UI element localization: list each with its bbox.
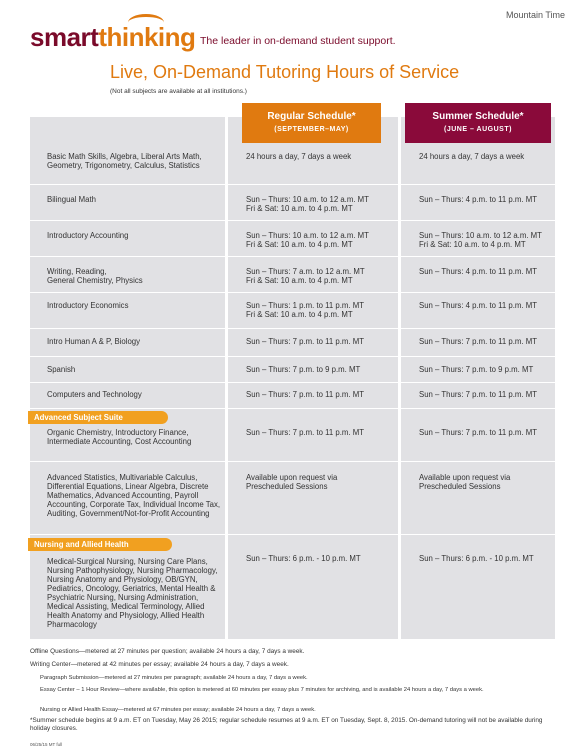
- table-row: [30, 292, 555, 329]
- footnote-summer-schedule: *Summer schedule begins at 9 a.m. ET on Tuesday, May 26 2015; regular schedule resumes at 9 a.m. ET on Tuesday, Sept. 8, 2015. On-demand tutoring will not be available during holiday closures.: [30, 717, 543, 732]
- regular-hours-cell: Sun – Thurs: 7 a.m. to 12 a.m. MT Fri & Sat: 10 a.m. to 4 p.m. MT: [246, 267, 365, 285]
- summer-schedule-label: Summer Schedule*: [432, 111, 524, 122]
- summer-hours-cell: Sun – Thurs: 10 a.m. to 12 a.m. MT Fri & Sat: 10 a.m. to 4 p.m. MT: [419, 231, 542, 249]
- subject-cell: Computers and Technology: [47, 390, 142, 399]
- subject-cell: Advanced Statistics, Multivariable Calculus, Differential Equations, Linear Algebra, Discrete Mathematics, Advanced Accounting, Payroll Accounting, Corporate Tax, Individual Income Tax, Auditing, Government/Not-for-Profit Accounting: [47, 473, 221, 518]
- summer-hours-cell: 24 hours a day, 7 days a week: [419, 152, 525, 161]
- subject-cell: Medical-Surgical Nursing, Nursing Care Plans, Nursing Pathophysiology, Nursing Pharmacology, Nursing Anatomy and Physiology, OB/GYN, Pediatrics, Oncology, Geriatrics, Mental Health & Psychiatric Nursing, Nursing Administration, Medical Assisting, Medical Terminology, Allied Health Anatomy and Physiology, Allied Health Pharmacology: [47, 557, 218, 629]
- table-row: [30, 220, 555, 257]
- regular-hours-cell: Sun – Thurs: 7 p.m. to 11 p.m. MT: [246, 428, 365, 437]
- table-row: [30, 534, 555, 640]
- footnote-writing-center: Writing Center—metered at 42 minutes per essay; available 24 hours a day, 7 days a week.: [30, 661, 289, 668]
- regular-hours-cell: 24 hours a day, 7 days a week: [246, 152, 352, 161]
- table-row: [30, 328, 555, 357]
- regular-schedule-label: Regular Schedule*: [267, 111, 356, 122]
- subject-cell: Organic Chemistry, Introductory Finance, Intermediate Accounting, Cost Accounting: [47, 428, 192, 446]
- table-row: [30, 184, 555, 221]
- logo: [30, 22, 195, 53]
- tagline: The leader in on-demand student support.: [200, 35, 396, 47]
- summer-schedule-header: [405, 103, 551, 143]
- regular-schedule-header: [242, 103, 381, 143]
- regular-hours-cell: Sun – Thurs: 7 p.m. to 11 p.m. MT: [246, 337, 365, 346]
- summer-hours-cell: Sun – Thurs: 7 p.m. to 11 p.m. MT: [419, 337, 538, 346]
- table-row: [30, 461, 555, 535]
- subject-cell: Bilingual Math: [47, 195, 96, 204]
- subject-cell: Writing, Reading, General Chemistry, Physics: [47, 267, 143, 285]
- table-row: [30, 256, 555, 293]
- section-nursing-allied-health: Nursing and Allied Health: [28, 538, 172, 551]
- summer-hours-cell: Sun – Thurs: 7 p.m. to 11 p.m. MT: [419, 428, 538, 437]
- footnote-offline: Offline Questions—metered at 27 minutes per question; available 24 hours a day, 7 days a week.: [30, 648, 305, 655]
- summer-hours-cell: Sun – Thurs: 6 p.m. - 10 p.m. MT: [419, 554, 534, 563]
- regular-hours-cell: Sun – Thurs: 10 a.m. to 12 a.m. MT Fri & Sat: 10 a.m. to 4 p.m. MT: [246, 231, 369, 249]
- logo-thinking: thinking: [98, 22, 196, 52]
- document-code: 06/25/15 MT full: [30, 742, 63, 747]
- page-title: Live, On-Demand Tutoring Hours of Service: [110, 62, 460, 82]
- regular-hours-cell: Available upon request via Prescheduled Sessions: [246, 473, 338, 491]
- availability-note: (Not all subjects are available at all institutions.): [110, 88, 247, 95]
- footnote-paragraph: Paragraph Submission—metered at 27 minutes per paragraph; available 24 hours a day, 7 days a week.: [40, 675, 308, 681]
- table-row: [30, 408, 555, 462]
- regular-hours-cell: Sun – Thurs: 7 p.m. to 9 p.m. MT: [246, 365, 361, 374]
- subject-cell: Spanish: [47, 365, 76, 374]
- summer-hours-cell: Available upon request via Prescheduled Sessions: [419, 473, 511, 491]
- regular-hours-cell: Sun – Thurs: 10 a.m. to 12 a.m. MT Fri & Sat: 10 a.m. to 4 p.m. MT: [246, 195, 369, 213]
- summer-schedule-months: (JUNE – AUGUST): [444, 126, 512, 133]
- table-row: [30, 382, 555, 409]
- footnote-essay-center: Essay Center – 1 Hour Review—where available, this option is metered at 60 minutes per essay plus 7 minutes for archiving, and is available 24 hours a day, 7 days a week.: [40, 687, 484, 693]
- subject-cell: Introductory Accounting: [47, 231, 129, 240]
- summer-hours-cell: Sun – Thurs: 7 p.m. to 11 p.m. MT: [419, 390, 538, 399]
- summer-hours-cell: Sun – Thurs: 4 p.m. to 11 p.m. MT: [419, 267, 538, 276]
- subject-cell: Intro Human A & P, Biology: [47, 337, 141, 346]
- regular-schedule-months: (SEPTEMBER–MAY): [274, 126, 349, 133]
- table-row: [30, 356, 555, 383]
- regular-hours-cell: Sun – Thurs: 7 p.m. to 11 p.m. MT: [246, 390, 365, 399]
- section-advanced-suite: Advanced Subject Suite: [28, 411, 168, 424]
- schedule-table: [30, 116, 555, 639]
- summer-hours-cell: Sun – Thurs: 7 p.m. to 9 p.m. MT: [419, 365, 534, 374]
- summer-hours-cell: Sun – Thurs: 4 p.m. to 11 p.m. MT: [419, 195, 538, 204]
- regular-hours-cell: Sun – Thurs: 6 p.m. - 10 p.m. MT: [246, 554, 361, 563]
- timezone-label: Mountain Time: [505, 10, 565, 20]
- footnote-nursing-essay: Nursing or Allied Health Essay—metered at 67 minutes per essay; available 24 hours a day, 7 days a week.: [40, 707, 316, 713]
- logo-smart: smart: [30, 22, 99, 52]
- subject-cell: Introductory Economics: [47, 301, 129, 310]
- summer-hours-cell: Sun – Thurs: 4 p.m. to 11 p.m. MT: [419, 301, 538, 310]
- subject-cell: Basic Math Skills, Algebra, Liberal Arts Math, Geometry, Trigonometry, Calculus, Statistics: [47, 152, 202, 170]
- regular-hours-cell: Sun – Thurs: 1 p.m. to 11 p.m. MT Fri & Sat: 10 a.m. to 4 p.m. MT: [246, 301, 365, 319]
